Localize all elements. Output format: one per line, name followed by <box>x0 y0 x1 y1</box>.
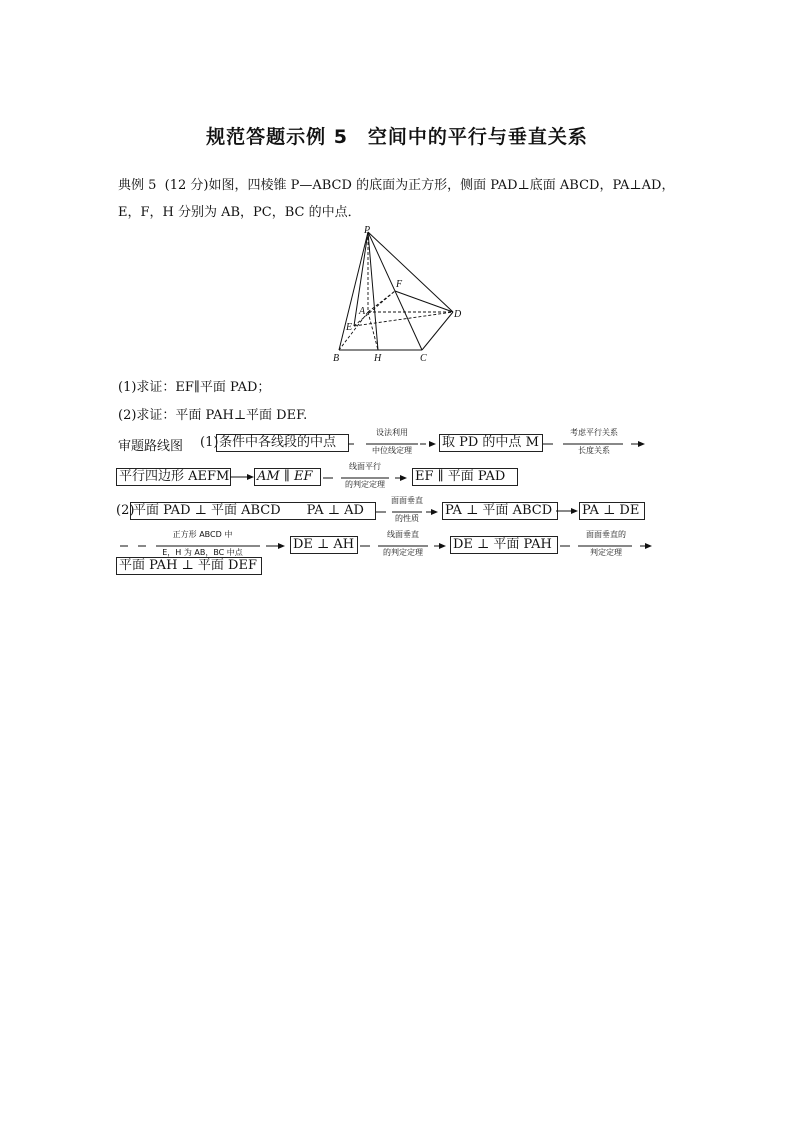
label-D: D <box>454 309 462 320</box>
label-C: C <box>420 353 427 364</box>
edge-PD <box>368 232 453 312</box>
arrow-plane-perp-prop <box>376 496 438 526</box>
box-am-ef-text: AM ∥ EF <box>257 469 313 484</box>
arrow-square-top: 正方形 ABCD 中 <box>172 530 233 539</box>
arrow-lpperp-top: 线面垂直 <box>387 530 419 539</box>
arrow-ppp-top: 面面垂直 <box>391 496 423 505</box>
label-B: B <box>333 353 340 364</box>
edge-PB <box>339 232 368 350</box>
arrow-line-plane-parallel <box>323 462 407 492</box>
problem-line-2: E，F，H 分别为 AB，PC，BC 的中点． <box>118 205 361 220</box>
question-2: (2)求证：平面 PAH⊥平面 DEF. <box>118 408 308 423</box>
box-de-ah: DE ⊥ AH <box>290 536 358 554</box>
problem-label: 典例 5 <box>118 178 157 193</box>
arrow-parallel-bottom: 长度关系 <box>578 446 610 455</box>
label-P: P <box>364 225 371 236</box>
page-title: 规范答题示例 5 空间中的平行与垂直关系 <box>206 126 588 148</box>
arrow-parallel <box>543 428 645 458</box>
arrow-parallel-top: 考虑平行关系 <box>570 428 618 437</box>
arrow-plane-plane-perp <box>560 530 652 560</box>
arrow-pppj-bottom: 判定定理 <box>590 548 622 557</box>
box-planes: 平面 PAD ⊥ 平面 ABCD PA ⊥ AD <box>130 502 376 520</box>
problem-score: (12 分) <box>164 178 209 193</box>
arrow-plain-1 <box>230 472 254 482</box>
roadmap-part2-prefix: (2) <box>116 503 135 518</box>
box-parallelogram: 平行四边形 AEFM <box>116 468 231 486</box>
label-F: F <box>396 279 403 290</box>
arrow-midline <box>348 428 436 458</box>
arrow-lpp-top: 线面平行 <box>349 462 381 471</box>
arrow-pppj-top: 面面垂直的 <box>586 530 626 539</box>
label-E: E <box>346 322 353 333</box>
arrow-ppp-bottom: 的性质 <box>395 514 419 523</box>
box-conditions: 条件中各线段的中点 <box>216 434 349 452</box>
edge-AF <box>368 291 395 312</box>
arrow-line-plane-perp <box>360 530 446 560</box>
box-pa-abcd: PA ⊥ 平面 ABCD <box>442 502 558 520</box>
box-de-pah: DE ⊥ 平面 PAH <box>450 536 558 554</box>
edge-CD <box>422 312 453 350</box>
problem-line-1 <box>118 174 674 193</box>
pyramid-figure <box>325 222 475 367</box>
box-take-mid: 取 PD 的中点 M <box>439 434 543 452</box>
arrow-lpperp-bottom: 的判定定理 <box>383 548 423 557</box>
roadmap-part1-prefix: (1) <box>200 435 219 450</box>
label-H: H <box>374 353 382 364</box>
label-A: A <box>359 306 366 317</box>
roadmap-label: 审题路线图 <box>118 439 184 454</box>
arrow-lpp-bottom: 的判定定理 <box>345 480 385 489</box>
question-1: (1)求证：EF∥平面 PAD； <box>118 380 271 395</box>
arrow-square <box>120 530 285 560</box>
box-am-ef <box>254 468 321 486</box>
box-pa-de: PA ⊥ DE <box>579 502 645 520</box>
arrow-square-bottom: E，H 为 AB，BC 中点 <box>162 548 243 557</box>
arrow-plain-2 <box>556 506 578 516</box>
arrow-midline-top: 设法利用 <box>376 428 408 437</box>
box-ef-pad: EF ∥ 平面 PAD <box>412 468 518 486</box>
arrow-midline-bottom: 中位线定理 <box>372 446 412 455</box>
problem-text-1: 如图，四棱锥 P—ABCD 的底面为正方形，侧面 PAD⊥底面 ABCD，PA⊥AD， <box>208 178 675 193</box>
box-final: 平面 PAH ⊥ 平面 DEF <box>116 557 262 575</box>
